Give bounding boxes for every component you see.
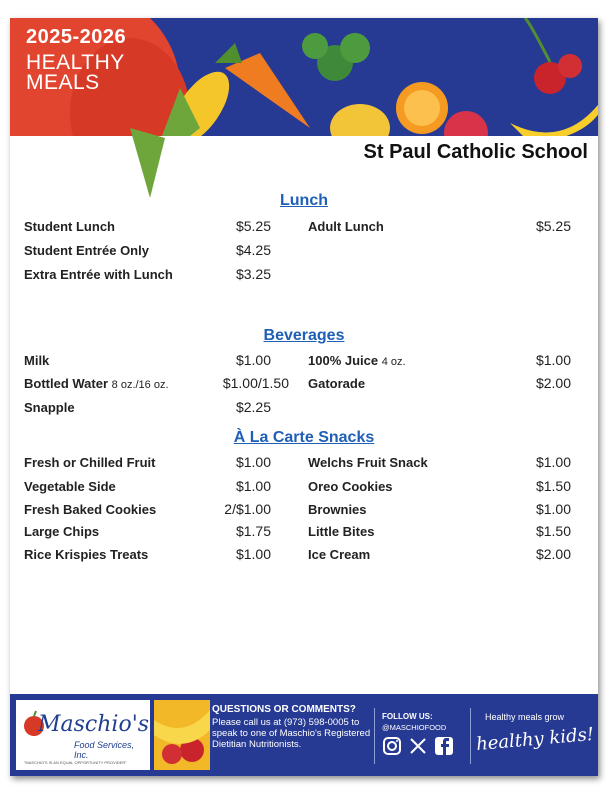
brownies-label: Brownies — [308, 502, 367, 517]
instagram-icon[interactable] — [382, 736, 402, 756]
little-bites-price: $1.50 — [535, 523, 571, 539]
fruit-illustration — [154, 700, 210, 770]
rice-krispies-price: $1.00 — [235, 546, 271, 562]
student-entree-label: Student Entrée Only — [24, 243, 149, 258]
tagline: Healthy meals grow — [485, 712, 565, 722]
facebook-icon[interactable] — [434, 736, 454, 756]
school-name: St Paul Catholic School — [363, 141, 588, 163]
adult-lunch-price: $5.25 — [535, 218, 571, 234]
tagline-script: healthy kids! — [475, 723, 595, 756]
gatorade-price: $2.00 — [535, 375, 571, 391]
social-handle: @MASCHIOFOOD — [382, 723, 447, 732]
lunch-heading: Lunch — [280, 192, 328, 209]
snacks-heading: À La Carte Snacks — [233, 429, 375, 446]
equal-opportunity-note: "MASCHIO'S IS AN EQUAL OPPORTUNITY PROVIDER" — [24, 760, 127, 765]
header-banner — [10, 18, 598, 136]
welchs-price: $1.00 — [535, 454, 571, 470]
fruit-photo — [154, 700, 210, 770]
juice-price: $1.00 — [535, 352, 571, 368]
adult-lunch-label: Adult Lunch — [308, 219, 384, 234]
fruit-price: $1.00 — [235, 454, 271, 470]
bottled-water-name: Bottled Water — [24, 376, 109, 391]
bottled-water-size: 8 oz./16 oz. — [111, 379, 169, 391]
logo-subtitle: Food Services, Inc. — [74, 740, 135, 760]
brownies-price: $1.00 — [535, 501, 571, 517]
chips-label: Large Chips — [24, 524, 100, 539]
extra-entree-price: $3.25 — [235, 266, 271, 282]
maschios-logo — [16, 700, 150, 770]
rice-krispies-label: Rice Krispies Treats — [24, 547, 149, 562]
juice-name: 100% Juice — [308, 353, 379, 368]
little-bites-label: Little Bites — [308, 524, 375, 539]
juice-label — [308, 353, 406, 368]
vegetable-price: $1.00 — [235, 478, 271, 494]
ice-cream-label: Ice Cream — [308, 547, 371, 562]
title-line-1: HEALTHY — [26, 51, 125, 74]
juice-size: 4 oz. — [381, 356, 406, 368]
student-lunch-price: $5.25 — [235, 218, 271, 234]
corn-husk-graphic — [120, 128, 200, 198]
bottled-water-label — [24, 376, 169, 391]
fruit-label: Fresh or Chilled Fruit — [24, 455, 156, 470]
gatorade-label: Gatorade — [308, 376, 366, 391]
cookies-price: 2/$1.00 — [224, 501, 271, 517]
questions-heading: QUESTIONS OR COMMENTS? — [212, 704, 356, 715]
menu-page — [10, 18, 598, 776]
logo-wordmark: Maschio's — [38, 712, 150, 737]
snapple-label: Snapple — [24, 400, 75, 415]
ice-cream-price: $2.00 — [535, 546, 571, 562]
student-lunch-label: Student Lunch — [24, 219, 115, 234]
student-entree-price: $4.25 — [235, 242, 271, 258]
divider-2 — [470, 708, 471, 764]
school-year: 2025-2026 — [26, 26, 127, 48]
contact-text: Please call us at (973) 598-0005 to speak to one of Maschio's Registered Dietitian Nutritionists. — [212, 717, 371, 750]
cookies-label: Fresh Baked Cookies — [24, 502, 157, 517]
milk-price: $1.00 — [235, 352, 271, 368]
vegetable-label: Vegetable Side — [24, 479, 116, 494]
chips-price: $1.75 — [235, 523, 271, 539]
milk-label: Milk — [24, 353, 50, 368]
healthy-meals-title — [26, 53, 125, 93]
follow-us-label: FOLLOW US: — [382, 712, 433, 721]
divider — [374, 708, 375, 764]
oreo-price: $1.50 — [535, 478, 571, 494]
extra-entree-label: Extra Entrée with Lunch — [24, 267, 173, 282]
snapple-price: $2.25 — [235, 399, 271, 415]
bottled-water-price: $1.00/1.50 — [222, 375, 289, 391]
welchs-label: Welchs Fruit Snack — [308, 455, 428, 470]
oreo-label: Oreo Cookies — [308, 479, 393, 494]
beverages-heading: Beverages — [263, 327, 345, 344]
footer-bar — [10, 694, 598, 776]
x-icon[interactable] — [408, 736, 428, 756]
title-line-2: MEALS — [26, 71, 100, 94]
